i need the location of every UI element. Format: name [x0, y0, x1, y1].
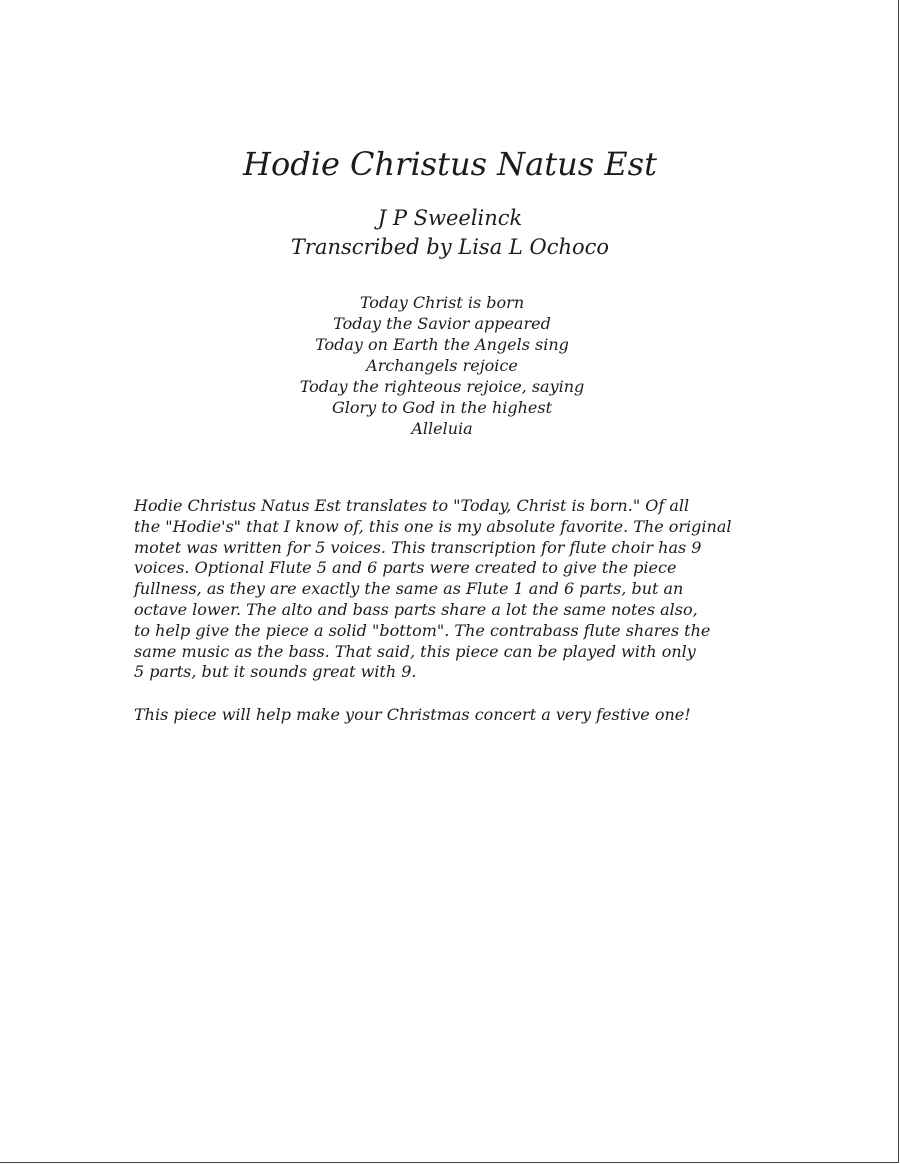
program-notes-line: motet was written for 5 voices. This transcription for flute choir has 9 — [134, 537, 702, 557]
lyric-line: Today on Earth the Angels sing — [315, 335, 569, 354]
lyric-line: Today the righteous rejoice, saying — [299, 377, 585, 396]
lyric-line: Glory to God in the highest — [331, 398, 553, 417]
lyrics-translation — [0, 292, 884, 439]
program-notes-line: to help give the piece a solid "bottom". The contrabass flute shares the — [134, 620, 711, 640]
credits-block — [0, 204, 900, 262]
lyric-line: Today Christ is born — [359, 293, 525, 312]
program-notes-line: 5 parts, but it sounds great with 9. — [134, 662, 417, 682]
program-notes-line: Hodie Christus Natus Est translates to "Today, Christ is born." Of all — [134, 496, 690, 515]
program-notes-line: octave lower. The alto and bass parts share a lot the same notes also, — [134, 599, 698, 619]
lyric-line: Archangels rejoice — [366, 356, 518, 375]
program-notes-line: fullness, as they are exactly the same as Flute 1 and 6 parts, but an — [134, 579, 684, 599]
composer-name: J P Sweelinck — [377, 206, 523, 230]
program-notes-line: same music as the bass. That said, this piece can be played with only — [134, 641, 696, 661]
lyric-line: Today the Savior appeared — [333, 314, 551, 333]
lyric-line: Alleluia — [411, 419, 473, 438]
transcriber-credit: Transcribed by Lisa L Ochoco — [290, 235, 610, 259]
document-title: Hodie Christus Natus Est — [243, 145, 657, 183]
program-notes-line: the "Hodie's" that I know of, this one is my absolute favorite. The original — [134, 516, 732, 536]
closing-sentence: This piece will help make your Christmas concert a very festive one! — [134, 705, 691, 724]
program-notes-line: voices. Optional Flute 5 and 6 parts were created to give the piece — [134, 558, 677, 578]
program-notes-paragraph — [134, 496, 774, 683]
